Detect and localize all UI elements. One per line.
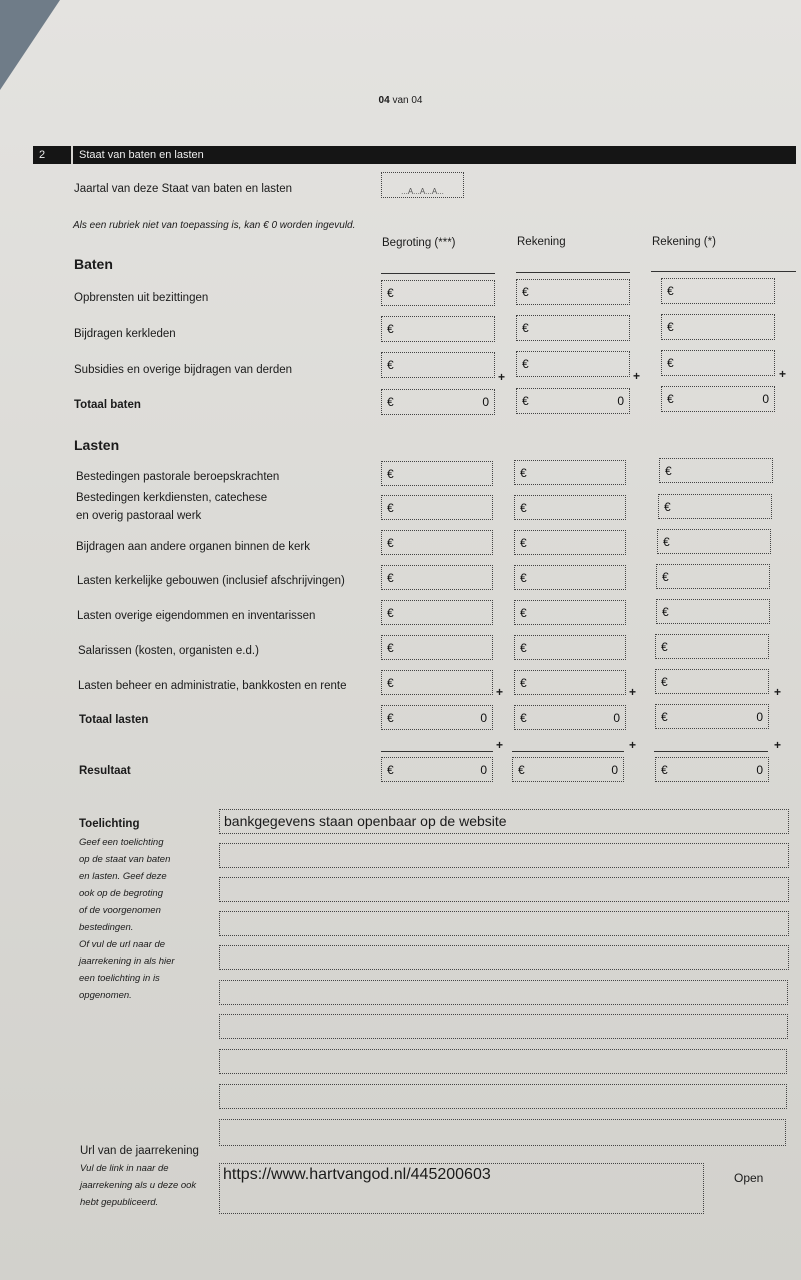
amount-field[interactable]: € bbox=[661, 350, 775, 376]
total-field[interactable]: € 0 bbox=[661, 386, 775, 412]
plus-sign: + bbox=[629, 738, 637, 752]
toelichting-line[interactable] bbox=[219, 1014, 788, 1039]
amount-field[interactable]: € bbox=[655, 669, 769, 694]
header-rule-3 bbox=[651, 271, 796, 272]
open-button[interactable]: Open bbox=[734, 1171, 764, 1185]
plus-sign: + bbox=[779, 367, 787, 381]
amount-field[interactable]: € bbox=[381, 495, 493, 520]
amount-field[interactable]: € bbox=[514, 670, 626, 695]
amount-field[interactable]: € bbox=[658, 494, 772, 519]
plus-sign: + bbox=[496, 685, 504, 699]
lasten-row-label: Lasten beheer en administratie, bankkosten en rente bbox=[78, 680, 347, 692]
amount-field[interactable]: € bbox=[656, 599, 770, 624]
amount-field[interactable]: € bbox=[514, 495, 626, 520]
lasten-total-label: Totaal lasten bbox=[79, 714, 149, 726]
toelichting-help: Geef een toelichting op de staat van baten en lasten. Geef deze ook op de begroting of de voorgenomen bestedingen. Of vul de url naar de jaarrekening in als hier een toelichting in is opgenomen. bbox=[79, 837, 175, 1001]
amount-field[interactable]: € bbox=[381, 280, 495, 306]
year-label: Jaartal van deze Staat van baten en lasten bbox=[74, 183, 293, 195]
toelichting-label: Toelichting bbox=[79, 818, 140, 830]
amount-field[interactable]: € bbox=[381, 461, 493, 486]
baten-row-label: Opbrensten uit bezittingen bbox=[74, 292, 209, 304]
not-applicable-note: Als een rubriek niet van toepassing is, kan € 0 worden ingevuld. bbox=[73, 220, 356, 231]
url-label: Url van de jaarrekening bbox=[80, 1145, 199, 1157]
header-rule-2 bbox=[516, 272, 630, 273]
amount-field[interactable]: € bbox=[661, 314, 775, 340]
lasten-row-label: Lasten kerkelijke gebouwen (inclusief afschrijvingen) bbox=[77, 575, 345, 587]
toelichting-line[interactable] bbox=[219, 980, 788, 1005]
background-corner bbox=[0, 0, 60, 90]
url-input[interactable]: https://www.hartvangod.nl/445200603 bbox=[219, 1163, 704, 1214]
baten-heading: Baten bbox=[74, 256, 113, 272]
amount-field[interactable]: € bbox=[655, 634, 769, 659]
toelichting-line[interactable] bbox=[219, 945, 789, 970]
amount-field[interactable]: € bbox=[516, 351, 630, 377]
section-title: Staat van baten en lasten bbox=[79, 149, 204, 161]
amount-field[interactable]: € bbox=[381, 565, 493, 590]
plus-sign: + bbox=[774, 685, 782, 699]
resultaat-field[interactable]: € 0 bbox=[381, 757, 493, 782]
amount-field[interactable]: € bbox=[656, 564, 770, 589]
lasten-row-label: Bestedingen kerkdiensten, catechese bbox=[76, 492, 268, 504]
plus-sign: + bbox=[496, 738, 504, 752]
amount-field[interactable]: € bbox=[661, 278, 775, 304]
year-field[interactable]: ...A...A...A... bbox=[381, 172, 464, 198]
total-field[interactable]: € 0 bbox=[655, 704, 769, 729]
column-header-rekening: Rekening bbox=[517, 236, 566, 248]
lasten-heading: Lasten bbox=[74, 437, 120, 453]
url-help: Vul de link in naar de jaarrekening als u deze ook hebt gepubliceerd. bbox=[80, 1163, 197, 1208]
toelichting-line[interactable] bbox=[219, 1049, 787, 1074]
lasten-row-label: Bijdragen aan andere organen binnen de kerk bbox=[76, 541, 311, 553]
amount-field[interactable]: € bbox=[657, 529, 771, 554]
amount-field[interactable]: € bbox=[514, 565, 626, 590]
header-rule-1 bbox=[381, 273, 495, 274]
amount-field[interactable]: € bbox=[381, 530, 493, 555]
amount-field[interactable]: € bbox=[514, 460, 626, 485]
toelichting-line[interactable] bbox=[219, 1119, 786, 1146]
plus-sign: + bbox=[633, 369, 641, 383]
resultaat-field[interactable]: € 0 bbox=[512, 757, 624, 782]
section-number: 2 bbox=[39, 149, 46, 161]
lasten-row-label: Lasten overige eigendommen en inventarissen bbox=[77, 610, 316, 622]
baten-row-label: Bijdragen kerkleden bbox=[74, 328, 176, 340]
baten-row-label: Subsidies en overige bijdragen van derden bbox=[74, 364, 293, 376]
plus-sign: + bbox=[774, 738, 782, 752]
toelichting-line[interactable]: bankgegevens staan openbaar op de website bbox=[219, 809, 789, 834]
column-header-rekening-star: Rekening (*) bbox=[652, 236, 716, 248]
amount-field[interactable]: € bbox=[381, 600, 493, 625]
toelichting-line[interactable] bbox=[219, 877, 789, 902]
total-field[interactable]: € 0 bbox=[516, 388, 630, 414]
resultaat-label: Resultaat bbox=[79, 765, 131, 777]
lasten-row-label: Bestedingen pastorale beroepskrachten bbox=[76, 471, 280, 483]
subtotal-rule-1 bbox=[381, 751, 493, 752]
amount-field[interactable]: € bbox=[381, 316, 495, 342]
amount-field[interactable]: € bbox=[516, 315, 630, 341]
amount-field[interactable]: € bbox=[514, 635, 626, 660]
plus-sign: + bbox=[498, 370, 506, 384]
toelichting-line[interactable] bbox=[219, 843, 789, 868]
amount-field[interactable]: € bbox=[381, 352, 495, 378]
resultaat-field[interactable]: € 0 bbox=[655, 757, 769, 782]
baten-total-label: Totaal baten bbox=[74, 399, 141, 411]
toelichting-line[interactable] bbox=[219, 911, 789, 936]
amount-field[interactable]: € bbox=[514, 530, 626, 555]
subtotal-rule-3 bbox=[654, 751, 768, 752]
amount-field[interactable]: € bbox=[381, 670, 493, 695]
subtotal-rule-2 bbox=[512, 751, 624, 752]
lasten-row-label: en overig pastoraal werk bbox=[76, 510, 202, 522]
total-field[interactable]: € 0 bbox=[381, 389, 495, 415]
total-field[interactable]: € 0 bbox=[381, 705, 493, 730]
plus-sign: + bbox=[629, 685, 637, 699]
page-number: 04 van 04 bbox=[378, 95, 423, 106]
lasten-row-label: Salarissen (kosten, organisten e.d.) bbox=[78, 645, 259, 657]
toelichting-line[interactable] bbox=[219, 1084, 787, 1109]
amount-field[interactable]: € bbox=[516, 279, 630, 305]
amount-field[interactable]: € bbox=[381, 635, 493, 660]
amount-field[interactable]: € bbox=[659, 458, 773, 483]
total-field[interactable]: € 0 bbox=[514, 705, 626, 730]
amount-field[interactable]: € bbox=[514, 600, 626, 625]
section-header bbox=[33, 146, 796, 164]
column-header-begroting: Begroting (***) bbox=[382, 237, 456, 249]
